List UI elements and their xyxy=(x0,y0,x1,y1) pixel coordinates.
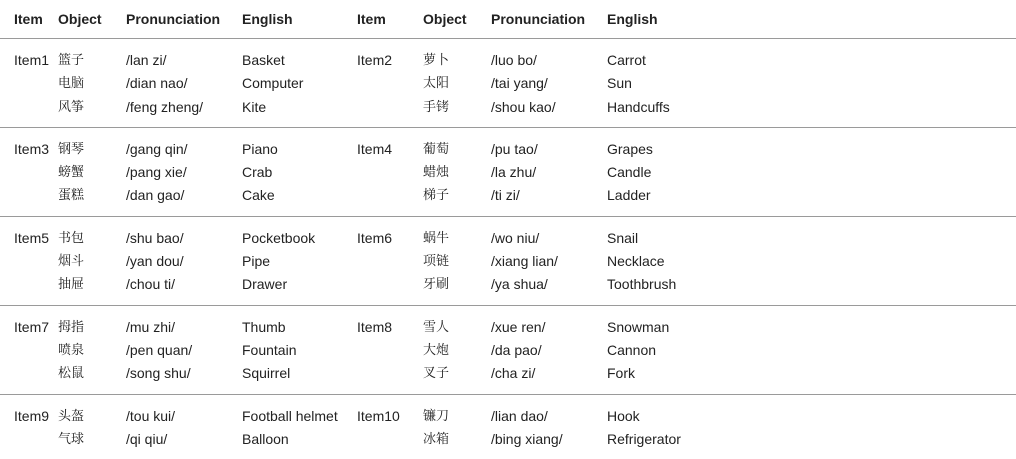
header-item-right: Item xyxy=(357,0,423,39)
english-text: Handcuffs xyxy=(607,96,1016,119)
table-body xyxy=(0,39,1016,459)
english-text: Football helmet xyxy=(242,405,357,428)
english-text: Candle xyxy=(607,161,1016,184)
pronunciation-text: /cha zi/ xyxy=(491,362,607,385)
object-text: 气球 xyxy=(58,428,126,451)
pronunciation-cell-right xyxy=(491,394,607,459)
object-cell-right xyxy=(423,394,491,459)
pronunciation-text: /chou ti/ xyxy=(126,273,242,296)
pronunciation-cell-right xyxy=(491,127,607,216)
object-text: 镰刀 xyxy=(423,405,491,428)
english-cell-right xyxy=(607,305,1016,394)
object-text: 冰箱 xyxy=(423,428,491,451)
english-cell-right xyxy=(607,39,1016,128)
pronunciation-text: /xiang lian/ xyxy=(491,250,607,273)
pronunciation-cell-right xyxy=(491,39,607,128)
pronunciation-cell-right xyxy=(491,305,607,394)
pronunciation-text: /pu tao/ xyxy=(491,138,607,161)
english-text: Toothbrush xyxy=(607,273,1016,296)
pronunciation-cell-left xyxy=(126,305,242,394)
english-text: Sun xyxy=(607,72,1016,95)
item-cell-right xyxy=(357,127,423,216)
pronunciation-cell-left xyxy=(126,216,242,305)
pronunciation-text: /gang qin/ xyxy=(126,138,242,161)
pronunciation-cell-left xyxy=(126,127,242,216)
object-text: 手铐 xyxy=(423,96,491,119)
object-text: 喷泉 xyxy=(58,339,126,362)
object-text: 松鼠 xyxy=(58,362,126,385)
pronunciation-text: /tou kui/ xyxy=(126,405,242,428)
object-text: 拇指 xyxy=(58,316,126,339)
object-cell-left xyxy=(58,127,126,216)
item-label: Item6 xyxy=(357,227,423,250)
item-cell-left xyxy=(0,127,58,216)
pronunciation-text: /mu zhi/ xyxy=(126,316,242,339)
english-text: Pipe xyxy=(242,250,357,273)
pronunciation-text: /bing xiang/ xyxy=(491,428,607,451)
english-text: Grapes xyxy=(607,138,1016,161)
english-text: Fork xyxy=(607,362,1016,385)
item-cell-right xyxy=(357,39,423,128)
object-text: 萝卜 xyxy=(423,49,491,72)
item-cell-right xyxy=(357,394,423,459)
item-label: Item10 xyxy=(357,405,423,428)
english-text: Fountain xyxy=(242,339,357,362)
object-text: 蜗牛 xyxy=(423,227,491,250)
object-text: 蛋糕 xyxy=(58,184,126,207)
item-label: Item7 xyxy=(14,316,58,339)
header-row xyxy=(0,0,1016,39)
object-cell-left xyxy=(58,305,126,394)
header-object-left: Object xyxy=(58,0,126,39)
pronunciation-text: /shu bao/ xyxy=(126,227,242,250)
pronunciation-text: /qi qiu/ xyxy=(126,428,242,451)
pronunciation-text: /feng zheng/ xyxy=(126,96,242,119)
pronunciation-text: /yan dou/ xyxy=(126,250,242,273)
english-text: Snowman xyxy=(607,316,1016,339)
object-text: 烟斗 xyxy=(58,250,126,273)
pronunciation-text: /ti zi/ xyxy=(491,184,607,207)
table-row xyxy=(0,39,1016,128)
item-cell-left xyxy=(0,305,58,394)
english-text: Piano xyxy=(242,138,357,161)
pronunciation-text: /xue ren/ xyxy=(491,316,607,339)
object-text: 风筝 xyxy=(58,96,126,119)
pronunciation-text: /song shu/ xyxy=(126,362,242,385)
pronunciation-text: /ya shua/ xyxy=(491,273,607,296)
table-row xyxy=(0,216,1016,305)
item-label: Item9 xyxy=(14,405,58,428)
item-label: Item8 xyxy=(357,316,423,339)
english-cell-left xyxy=(242,39,357,128)
object-cell-right xyxy=(423,305,491,394)
object-cell-left xyxy=(58,216,126,305)
header-object-right: Object xyxy=(423,0,491,39)
english-text: Carrot xyxy=(607,49,1016,72)
item-cell-right xyxy=(357,216,423,305)
object-text: 蜡烛 xyxy=(423,161,491,184)
pronunciation-cell-left xyxy=(126,39,242,128)
english-text: Drawer xyxy=(242,273,357,296)
header-english-right: English xyxy=(607,0,1016,39)
english-cell-right xyxy=(607,394,1016,459)
object-text: 项链 xyxy=(423,250,491,273)
english-cell-right xyxy=(607,216,1016,305)
english-text: Computer xyxy=(242,72,357,95)
table-row xyxy=(0,127,1016,216)
object-text: 叉子 xyxy=(423,362,491,385)
item-cell-left xyxy=(0,216,58,305)
pronunciation-text: /tai yang/ xyxy=(491,72,607,95)
english-text: Hook xyxy=(607,405,1016,428)
object-text: 葡萄 xyxy=(423,138,491,161)
object-text: 抽屉 xyxy=(58,273,126,296)
object-text: 篮子 xyxy=(58,49,126,72)
item-label: Item3 xyxy=(14,138,58,161)
pronunciation-text: /wo niu/ xyxy=(491,227,607,250)
object-text: 太阳 xyxy=(423,72,491,95)
object-text: 螃蟹 xyxy=(58,161,126,184)
pronunciation-cell-right xyxy=(491,216,607,305)
english-text: Snail xyxy=(607,227,1016,250)
pronunciation-text: /dian nao/ xyxy=(126,72,242,95)
object-text: 大炮 xyxy=(423,339,491,362)
english-text: Cannon xyxy=(607,339,1016,362)
pronunciation-text: /luo bo/ xyxy=(491,49,607,72)
english-cell-left xyxy=(242,394,357,459)
header-pronunciation-left: Pronunciation xyxy=(126,0,242,39)
item-cell-left xyxy=(0,39,58,128)
item-label: Item2 xyxy=(357,49,423,72)
english-text: Kite xyxy=(242,96,357,119)
table-row xyxy=(0,305,1016,394)
pronunciation-text: /lian dao/ xyxy=(491,405,607,428)
english-text: Crab xyxy=(242,161,357,184)
object-text: 书包 xyxy=(58,227,126,250)
pronunciation-text: /shou kao/ xyxy=(491,96,607,119)
object-cell-right xyxy=(423,127,491,216)
pronunciation-cell-left xyxy=(126,394,242,459)
english-text: Thumb xyxy=(242,316,357,339)
english-text: Balloon xyxy=(242,428,357,451)
object-cell-right xyxy=(423,39,491,128)
object-text: 电脑 xyxy=(58,72,126,95)
header-pronunciation-right: Pronunciation xyxy=(491,0,607,39)
english-text: Cake xyxy=(242,184,357,207)
english-text: Basket xyxy=(242,49,357,72)
object-cell-left xyxy=(58,39,126,128)
object-text: 钢琴 xyxy=(58,138,126,161)
object-cell-left xyxy=(58,394,126,459)
table-row xyxy=(0,394,1016,459)
object-text: 梯子 xyxy=(423,184,491,207)
english-cell-left xyxy=(242,305,357,394)
object-text: 雪人 xyxy=(423,316,491,339)
pronunciation-text: /pang xie/ xyxy=(126,161,242,184)
english-text: Squirrel xyxy=(242,362,357,385)
object-text: 头盔 xyxy=(58,405,126,428)
english-text: Refrigerator xyxy=(607,428,1016,451)
header-english-left: English xyxy=(242,0,357,39)
object-text: 牙刷 xyxy=(423,273,491,296)
pronunciation-text: /dan gao/ xyxy=(126,184,242,207)
english-text: Ladder xyxy=(607,184,1016,207)
pronunciation-text: /lan zi/ xyxy=(126,49,242,72)
object-cell-right xyxy=(423,216,491,305)
english-cell-left xyxy=(242,216,357,305)
english-text: Pocketbook xyxy=(242,227,357,250)
english-text: Necklace xyxy=(607,250,1016,273)
english-cell-right xyxy=(607,127,1016,216)
pronunciation-text: /pen quan/ xyxy=(126,339,242,362)
item-label: Item5 xyxy=(14,227,58,250)
item-cell-right xyxy=(357,305,423,394)
header-item-left: Item xyxy=(0,0,58,39)
item-label: Item1 xyxy=(14,49,58,72)
english-cell-left xyxy=(242,127,357,216)
item-cell-left xyxy=(0,394,58,459)
item-label: Item4 xyxy=(357,138,423,161)
pronunciation-text: /da pao/ xyxy=(491,339,607,362)
pronunciation-text: /la zhu/ xyxy=(491,161,607,184)
